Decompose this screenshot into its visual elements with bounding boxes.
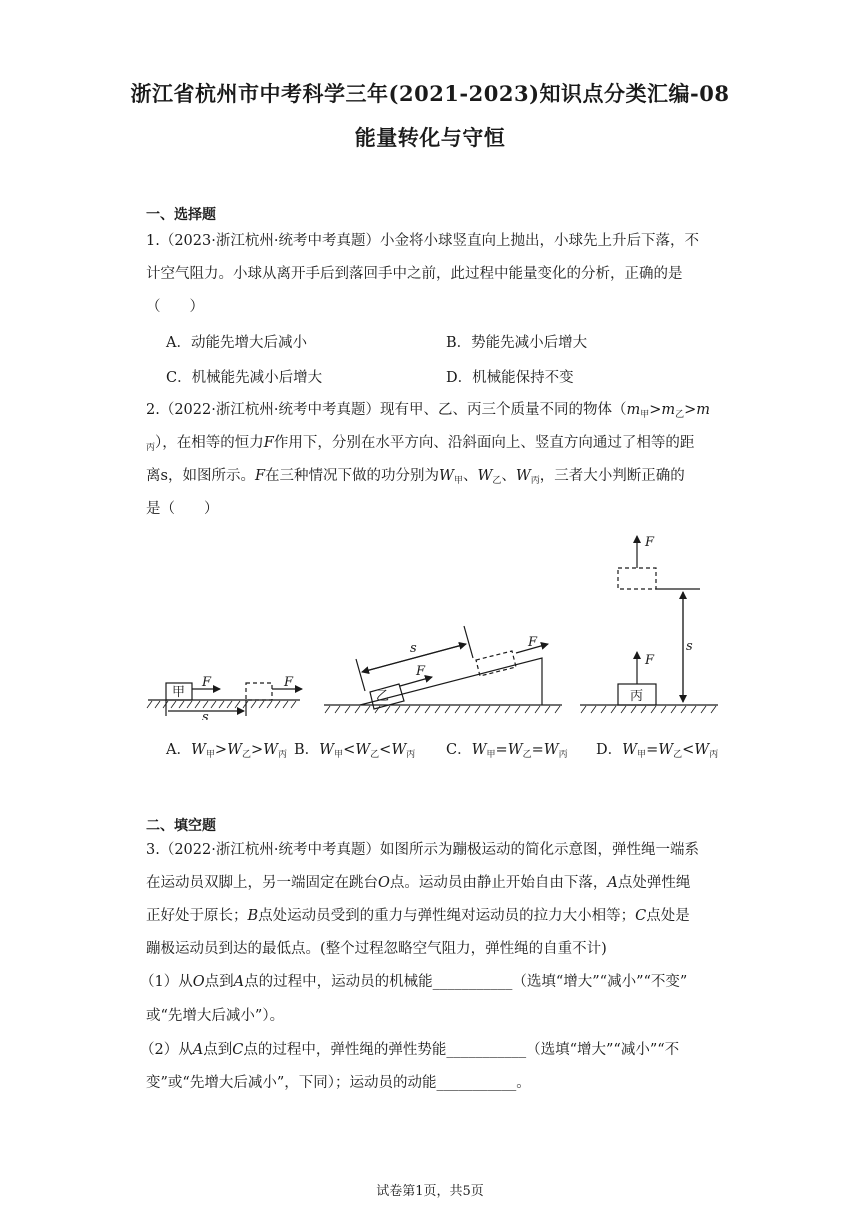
q3-line3: 正好处于原长；B点处运动员受到的重力与弹性绳对运动员的拉力大小相等；C点处是 — [146, 908, 690, 924]
q3-part2-line2: 变”或“先增大后减小”，下同）；运动员的动能___________。 — [146, 1075, 531, 1091]
section-fill: 二、填空题 — [146, 818, 216, 834]
force-label: F — [284, 675, 294, 690]
q2-line2: $_丙$），在相等的恒力F作用下，分别在水平方向、沿斜面向上、竖直方向通过了相等的距 — [146, 435, 695, 453]
block-bing-moved — [618, 568, 656, 589]
q2-option-b[interactable]: B．$W_甲<W_乙<W_丙$ — [294, 742, 416, 760]
q3-part2: （2）从A点到C点的过程中，弹性绳的弹性势能___________（选填“增大”“减小”“不 — [140, 1042, 680, 1058]
force-label: F — [645, 653, 655, 668]
block-jia-moved — [246, 683, 272, 700]
q2-line3: 离s，如图所示。F在三种情况下做的功分别为$W_甲$、$W_乙$、$W_丙$，三者大小判断正确的 — [146, 468, 685, 486]
q1-line2: 计空气阻力。小球从离开手后到落回手中之前，此过程中能量变化的分析，正确的是 — [146, 266, 683, 282]
scene-horizontal — [147, 683, 302, 716]
force-label: F — [416, 664, 426, 679]
force-label: F — [528, 635, 538, 650]
scene-vertical — [580, 536, 718, 713]
q3-part1-line2: 或“先增大后减小”）。 — [146, 1008, 285, 1024]
q2-option-a[interactable]: A．$W_甲>W_乙>W_丙$ — [166, 742, 288, 760]
q1-line3: （ ） — [146, 299, 204, 315]
q1-option-c[interactable]: C．机械能先减小后增大 — [166, 370, 323, 386]
q2-option-d[interactable]: D．$W_甲=W_乙<W_丙$ — [596, 742, 719, 760]
q2-line1: 2.（2022·浙江杭州·统考中考真题）现有甲、乙、丙三个质量不同的物体（$m_甲>m_乙>m$ — [146, 402, 711, 420]
q2-option-c[interactable]: C．$W_甲=W_乙=W_丙$ — [446, 742, 568, 760]
q3-part1: （1）从O点到A点的过程中，运动员的机械能___________（选填“增大”“减小”“不变” — [140, 974, 688, 990]
block-jia-label: 甲 — [172, 685, 186, 700]
scene-incline — [324, 626, 562, 713]
page-footer: 试卷第1页，共5页 — [376, 1184, 484, 1199]
q3-line4: 蹦极运动员到达的最低点。(整个过程忽略空气阻力，弹性绳的自重不计) — [146, 941, 607, 957]
q3-line2: 在运动员双脚上，另一端固定在跳台O点。运动员由静止开始自由下落，A点处弹性绳 — [146, 875, 691, 891]
section-choice: 一、选择题 — [146, 207, 216, 223]
distance-label: s — [686, 639, 693, 654]
q3-line1: 3.（2022·浙江杭州·统考中考真题）如图所示为蹦极运动的简化示意图，弹性绳一端系 — [146, 842, 699, 858]
doc-title-line2: 能量转化与守恒 — [354, 125, 506, 150]
block-yi-moved — [476, 651, 516, 676]
q1-option-d[interactable]: D．机械能保持不变 — [446, 370, 574, 386]
distance-label: s — [202, 710, 209, 720]
q2-line4: 是（ ） — [146, 501, 219, 517]
distance-label: s — [410, 641, 417, 656]
q1-option-b[interactable]: B．势能先减小后增大 — [446, 335, 588, 351]
force-label: F — [645, 535, 655, 550]
doc-title-line1: 浙江省杭州市中考科学三年(2021-2023)知识点分类汇编-08 — [130, 81, 730, 106]
block-bing-label: 丙 — [630, 689, 644, 704]
q1-option-a[interactable]: A．动能先增大后减小 — [166, 335, 307, 351]
q1-line1: 1.（2023·浙江杭州·统考中考真题）小金将小球竖直向上抛出，小球先上升后下落，不 — [146, 233, 699, 249]
q2-figure — [140, 520, 730, 720]
force-label: F — [202, 675, 212, 690]
block-yi-label: 乙 — [376, 689, 390, 704]
